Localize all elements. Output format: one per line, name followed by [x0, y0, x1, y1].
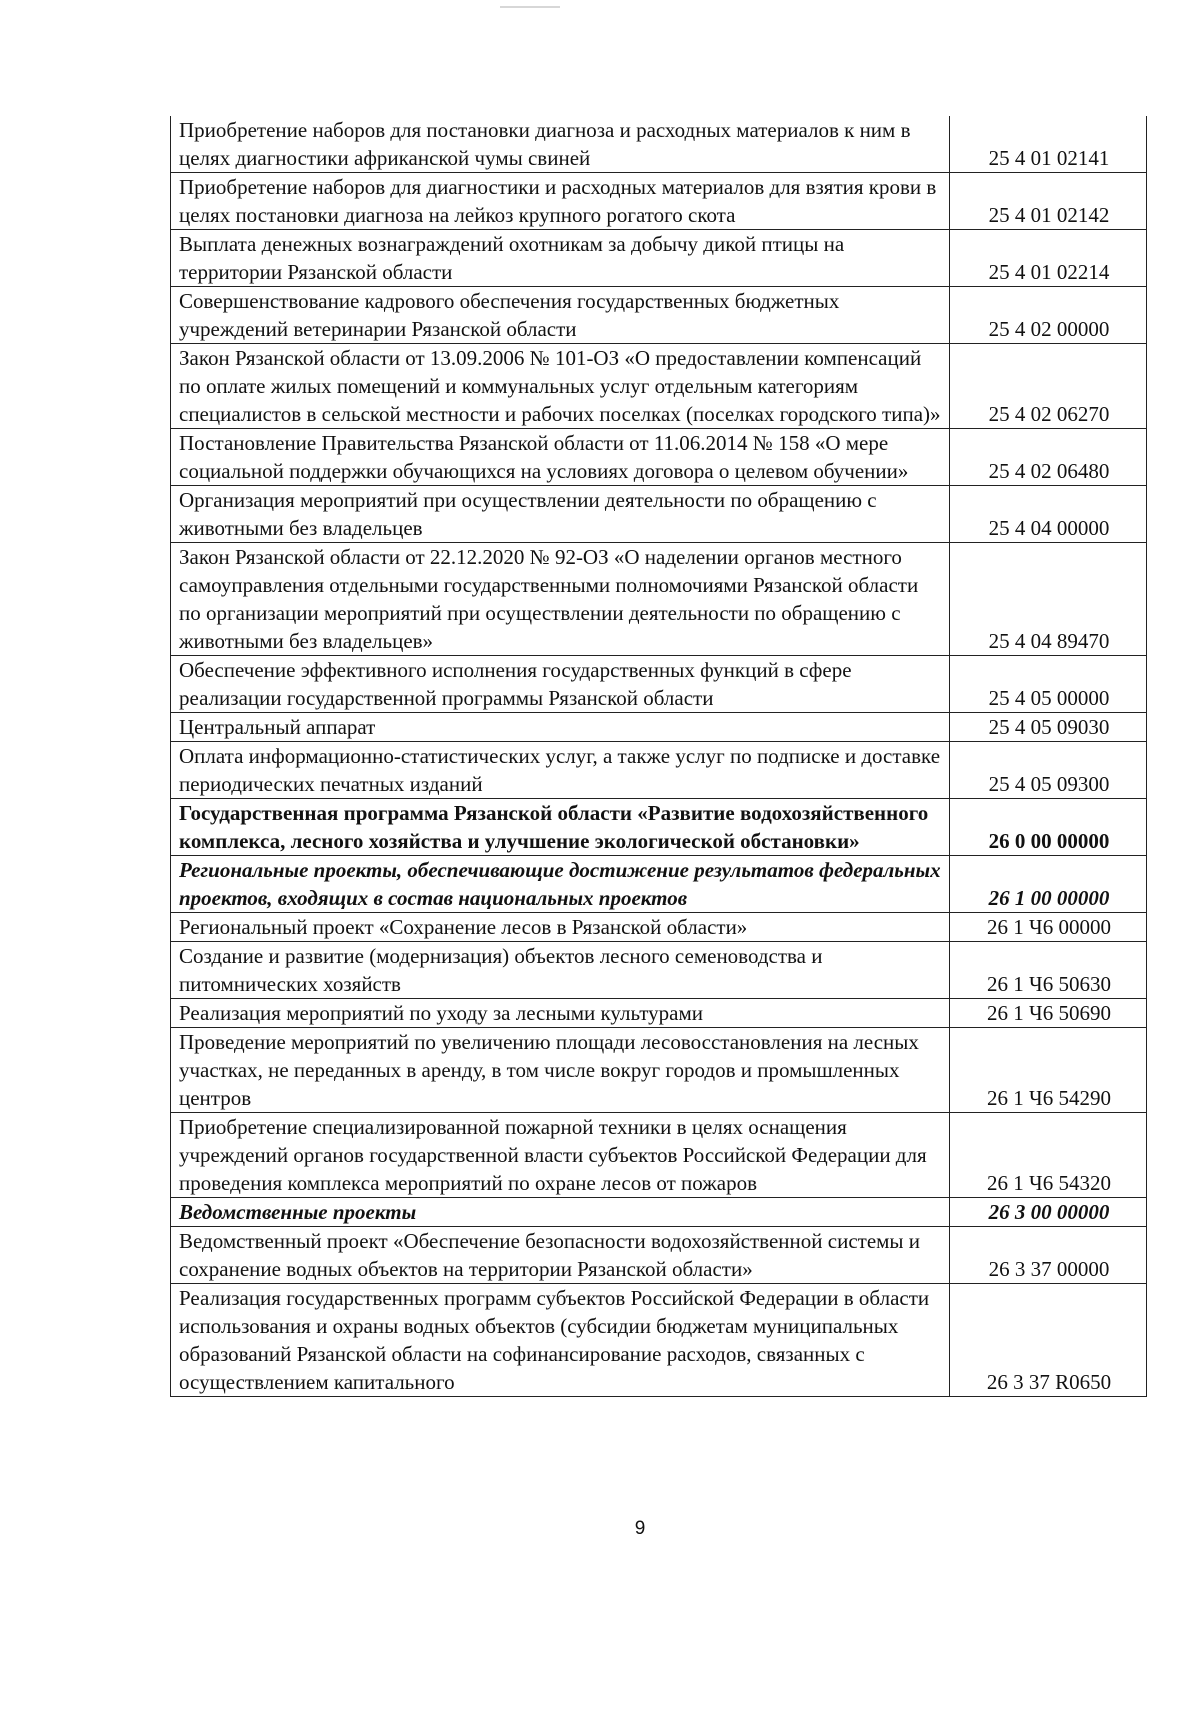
table-row: [171, 742, 1147, 799]
budget-code: 26 1 Ч6 50690: [950, 999, 1147, 1028]
table-row: [171, 1284, 1147, 1397]
table-body: [171, 116, 1147, 1397]
table-row: [171, 344, 1147, 429]
expense-name: Реализация мероприятий по уходу за лесными культурами: [171, 999, 950, 1028]
expense-name: Приобретение специализированной пожарной техники в целях оснащения учреждений органов государственной власти субъектов Российской Федерации для проведения комплекса мероприятий по охране лесов от пожаров: [171, 1113, 950, 1198]
table-row: [171, 230, 1147, 287]
budget-code: 25 4 02 06480: [950, 429, 1147, 486]
expense-name: Региональные проекты, обеспечивающие достижение результатов федеральных проектов, входящих в состав национальных проектов: [171, 856, 950, 913]
expense-name: Обеспечение эффективного исполнения государственных функций в сфере реализации государственной программы Рязанской области: [171, 656, 950, 713]
budget-code: 26 1 00 00000: [950, 856, 1147, 913]
expense-name: Оплата информационно-статистических услуг, а также услуг по подписке и доставке периодических печатных изданий: [171, 742, 950, 799]
table-row: [171, 1227, 1147, 1284]
budget-code: 25 4 04 89470: [950, 543, 1147, 656]
expense-name: Организация мероприятий при осуществлении деятельности по обращению с животными без владельцев: [171, 486, 950, 543]
expense-name: Приобретение наборов для постановки диагноза и расходных материалов к ним в целях диагностики африканской чумы свиней: [171, 116, 950, 173]
table-row: [171, 116, 1147, 173]
budget-code: 26 1 Ч6 00000: [950, 913, 1147, 942]
table-row: [171, 999, 1147, 1028]
budget-code: 25 4 05 00000: [950, 656, 1147, 713]
budget-code: 26 3 37 R0650: [950, 1284, 1147, 1397]
table-row: [171, 173, 1147, 230]
expense-name: Ведомственный проект «Обеспечение безопасности водохозяйственной системы и сохранение водных объектов на территории Рязанской области»: [171, 1227, 950, 1284]
budget-code: 26 1 Ч6 54290: [950, 1028, 1147, 1113]
budget-code: 25 4 02 00000: [950, 287, 1147, 344]
table-row: [171, 543, 1147, 656]
expense-name: Закон Рязанской области от 13.09.2006 № 101-ОЗ «О предоставлении компенсаций по оплате жилых помещений и коммунальных услуг отдельным категориям специалистов в сельской местности и рабочих поселках (поселках городского типа)»: [171, 344, 950, 429]
expense-name: Проведение мероприятий по увеличению площади лесовосстановления на лесных участках, не переданных в аренду, в том числе вокруг городов и промышленных центров: [171, 1028, 950, 1113]
table-row: [171, 429, 1147, 486]
table-row: [171, 913, 1147, 942]
table-row: [171, 1028, 1147, 1113]
budget-code: 26 3 37 00000: [950, 1227, 1147, 1284]
scan-artifact: [500, 6, 560, 8]
budget-code: 26 1 Ч6 54320: [950, 1113, 1147, 1198]
table-row: [171, 713, 1147, 742]
table-row: [171, 942, 1147, 999]
budget-code: 25 4 01 02214: [950, 230, 1147, 287]
budget-classification-table: [170, 116, 1147, 1397]
table-row: [171, 799, 1147, 856]
expense-name: Совершенствование кадрового обеспечения государственных бюджетных учреждений ветеринарии Рязанской области: [171, 287, 950, 344]
table-row: [171, 486, 1147, 543]
table-row: [171, 1113, 1147, 1198]
budget-code: 25 4 01 02141: [950, 116, 1147, 173]
expense-name: Создание и развитие (модернизация) объектов лесного семеноводства и питомнических хозяйств: [171, 942, 950, 999]
expense-name: Государственная программа Рязанской области «Развитие водохозяйственного комплекса, лесного хозяйства и улучшение экологической обстановки»: [171, 799, 950, 856]
budget-code: 25 4 04 00000: [950, 486, 1147, 543]
expense-name: Центральный аппарат: [171, 713, 950, 742]
page-number: 9: [634, 1518, 646, 1539]
budget-code: 25 4 05 09030: [950, 713, 1147, 742]
budget-code: 25 4 05 09300: [950, 742, 1147, 799]
expense-name: Реализация государственных программ субъектов Российской Федерации в области использования и охраны водных объектов (субсидии бюджетам муниципальных образований Рязанской области на софинансирование расходов, связанных с осуществлением капитального: [171, 1284, 950, 1397]
budget-code: 26 0 00 00000: [950, 799, 1147, 856]
budget-code: 26 1 Ч6 50630: [950, 942, 1147, 999]
expense-name: Ведомственные проекты: [171, 1198, 950, 1227]
budget-code: 25 4 01 02142: [950, 173, 1147, 230]
expense-name: Закон Рязанской области от 22.12.2020 № 92-ОЗ «О наделении органов местного самоуправления отдельными государственными полномочиями Рязанской области по организации мероприятий при осуществлении деятельности по обращению с животными без владельцев»: [171, 543, 950, 656]
table-row: [171, 656, 1147, 713]
expense-name: Постановление Правительства Рязанской области от 11.06.2014 № 158 «О мере социальной поддержки обучающихся на условиях договора о целевом обучении»: [171, 429, 950, 486]
expense-name: Приобретение наборов для диагностики и расходных материалов для взятия крови в целях постановки диагноза на лейкоз крупного рогатого скота: [171, 173, 950, 230]
expense-name: Выплата денежных вознаграждений охотникам за добычу дикой птицы на территории Рязанской области: [171, 230, 950, 287]
budget-code: 25 4 02 06270: [950, 344, 1147, 429]
table-row: [171, 1198, 1147, 1227]
expense-name: Региональный проект «Сохранение лесов в Рязанской области»: [171, 913, 950, 942]
table-row: [171, 287, 1147, 344]
table-row: [171, 856, 1147, 913]
budget-code: 26 3 00 00000: [950, 1198, 1147, 1227]
